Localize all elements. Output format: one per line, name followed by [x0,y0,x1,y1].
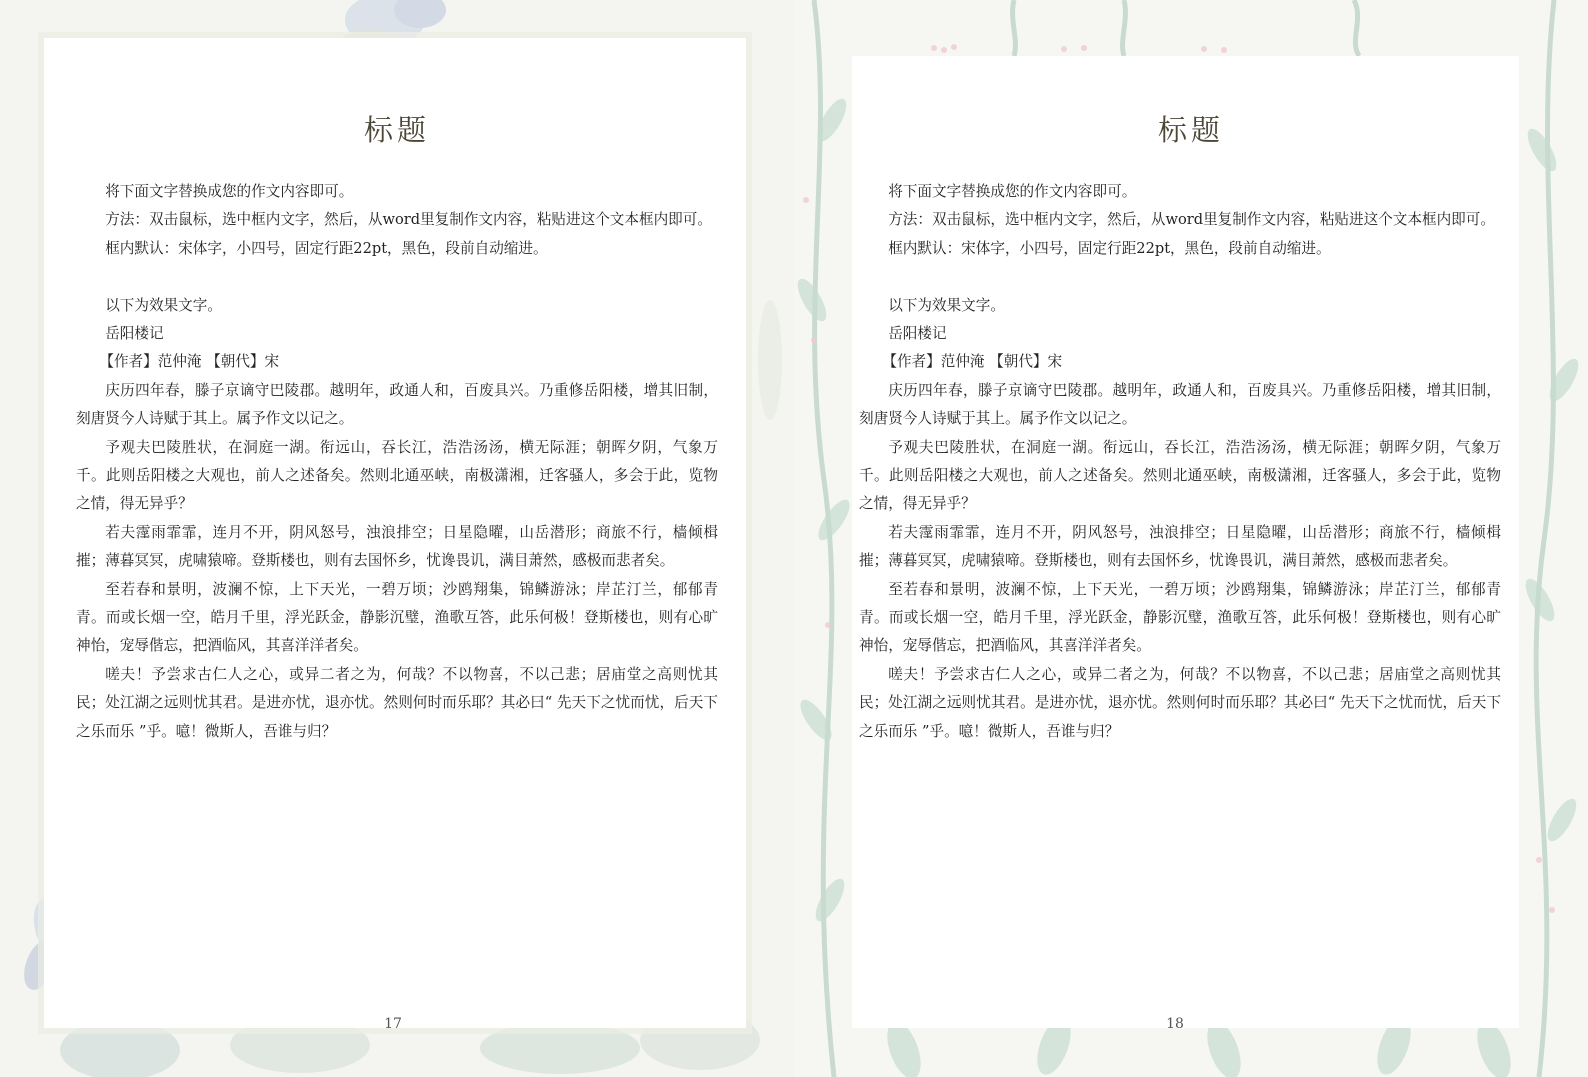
essay-title: 岳阳楼记 [105,325,164,343]
author-line: 【作者】范仲淹 【朝代】宋 [99,353,280,371]
paragraph: 嗟夫！予尝求古仁人之心，或异二者之为，何哉？不以物喜，不以己悲；居庙堂之高则忧其民；处江湖之远则忧其君。是进亦忧，退亦忧。然则何时而乐耶？其必曰“ 先天下之忧而忧，后天下之乐而乐 ”乎。噫！微斯人，吾谁与归？ [76,665,718,740]
paragraph: 至若春和景明，波澜不惊，上下天光，一碧万顷；沙鸥翔集，锦鳞游泳；岸芷汀兰，郁郁青青。而或长烟一空，皓月千里，浮光跃金，静影沉璧，渔歌互答，此乐何极！登斯楼也，则有心旷神怡，宠辱偕忘，把酒临风，其喜洋洋者矣。 [859,580,1501,655]
page-number-left: 17 [384,1016,402,1032]
paragraph: 以下为效果文字。 [888,296,1005,314]
page-number-right: 18 [1166,1016,1184,1032]
paragraph: 方法：双击鼠标，选中框内文字，然后，从word里复制作文内容，粘贴进这个文本框内即可。 [105,211,712,229]
paragraph: 予观夫巴陵胜状，在洞庭一湖。衔远山，吞长江，浩浩汤汤，横无际涯；朝晖夕阴，气象万千。此则岳阳楼之大观也，前人之述备矣。然则北通巫峡，南极潇湘，迁客骚人，多会于此，览物之情，得无异乎？ [859,438,1501,513]
text-frame-left[interactable] [76,178,718,746]
text-frame-right[interactable] [859,178,1501,746]
paragraph: 庆历四年春，滕子京谪守巴陵郡。越明年，政通人和，百废具兴。乃重修岳阳楼，增其旧制，刻唐贤今人诗赋于其上。属予作文以记之。 [859,381,1501,428]
blank-line [859,263,1501,291]
paragraph: 庆历四年春，滕子京谪守巴陵郡。越明年，政通人和，百废具兴。乃重修岳阳楼，增其旧制，刻唐贤今人诗赋于其上。属予作文以记之。 [76,381,718,428]
essay-title: 岳阳楼记 [888,325,947,343]
paragraph: 至若春和景明，波澜不惊，上下天光，一碧万顷；沙鸥翔集，锦鳞游泳；岸芷汀兰，郁郁青青。而或长烟一空，皓月千里，浮光跃金，静影沉璧，渔歌互答，此乐何极！登斯楼也，则有心旷神怡，宠辱偕忘，把酒临风，其喜洋洋者矣。 [76,580,718,655]
paragraph: 框内默认：宋体字，小四号，固定行距22pt，黑色，段前自动缩进。 [105,239,548,257]
page-title-left: 标题 [363,113,430,147]
paragraph: 嗟夫！予尝求古仁人之心，或异二者之为，何哉？不以物喜，不以己悲；居庙堂之高则忧其民；处江湖之远则忧其君。是进亦忧，退亦忧。然则何时而乐耶？其必曰“ 先天下之忧而忧，后天下之乐而乐 ”乎。噫！微斯人，吾谁与归？ [859,665,1501,740]
blank-line [76,263,718,291]
paragraph: 将下面文字替换成您的作文内容即可。 [888,183,1137,200]
paragraph: 若夫霪雨霏霏，连月不开，阴风怒号，浊浪排空；日星隐曜，山岳潜形；商旅不行，樯倾楫摧；薄暮冥冥，虎啸猿啼。登斯楼也，则有去国怀乡，忧谗畏讥，满目萧然，感极而悲者矣。 [76,523,718,570]
paragraph: 予观夫巴陵胜状，在洞庭一湖。衔远山，吞长江，浩浩汤汤，横无际涯；朝晖夕阴，气象万千。此则岳阳楼之大观也，前人之述备矣。然则北通巫峡，南极潇湘，迁客骚人，多会于此，览物之情，得无异乎？ [76,438,718,513]
paragraph: 方法：双击鼠标，选中框内文字，然后，从word里复制作文内容，粘贴进这个文本框内即可。 [888,211,1495,229]
page-title-right: 标题 [1157,113,1224,147]
paragraph: 框内默认：宋体字，小四号，固定行距22pt，黑色，段前自动缩进。 [888,239,1331,257]
author-line: 【作者】范仲淹 【朝代】宋 [882,353,1063,371]
paragraph: 若夫霪雨霏霏，连月不开，阴风怒号，浊浪排空；日星隐曜，山岳潜形；商旅不行，樯倾楫摧；薄暮冥冥，虎啸猿啼。登斯楼也，则有去国怀乡，忧谗畏讥，满目萧然，感极而悲者矣。 [859,523,1501,570]
paragraph: 将下面文字替换成您的作文内容即可。 [105,183,354,200]
paragraph: 以下为效果文字。 [105,296,222,314]
